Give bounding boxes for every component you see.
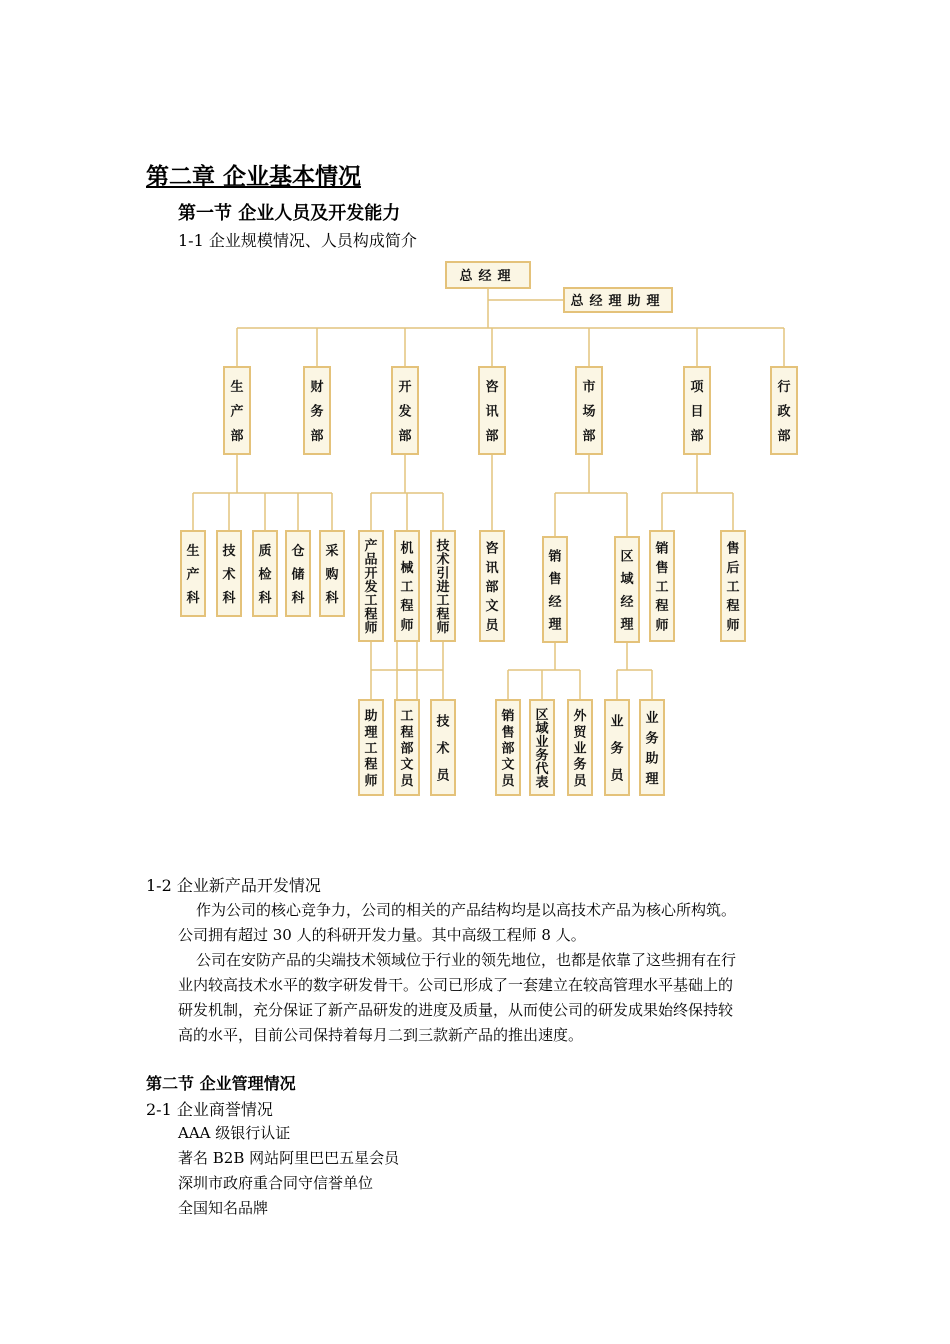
mkt-sub-box-1-label: 区域业务代表 [535,707,549,791]
paragraph-2-line-3: 研发机制，充分保证了新产品研发的进度及质量，从而使公司的研发成果始终保持较 [178,1001,734,1019]
dept-box-2-label: 开发部 [398,380,412,444]
dept-box-0 [224,367,250,454]
proj-unit-box-0-label: 销售工程师 [655,541,669,634]
dev-sub-box-0 [359,700,383,795]
dev-sub-box-1 [395,700,419,795]
dept-box-4-label: 市场部 [582,380,596,444]
chapter-title: 第二章 企业基本情况 [146,164,362,190]
mkt-sub-box-3 [605,700,629,795]
mkt-sub-box-2-label: 外贸业务员 [573,709,587,789]
paragraph-2-line-4: 高的水平，目前公司保持着每月二到三款新产品的推出速度。 [178,1026,584,1044]
reputation-item-4: 全国知名品牌 [178,1199,269,1217]
dev-sub-box-0-label: 助理工程师 [364,709,378,789]
subsection-1-1: 1-1 企业规模情况、人员构成简介 [178,231,417,250]
prod-unit-box-4 [320,531,344,616]
dev-sub-box-1-label: 工程部文员 [400,709,414,789]
gm-box-label: 总经理 [459,269,517,284]
info-unit-box [480,531,504,641]
dept-box-3-label: 咨讯部 [485,380,499,444]
dept-box-0-label: 生产部 [230,380,244,444]
paragraph-2-line-1: 公司在安防产品的尖端技术领域位于行业的领先地位，也都是依靠了这些拥有在行 [196,951,737,969]
dept-box-5 [684,367,710,454]
paragraph-1-line-2: 公司拥有超过 30 人的科研开发力量。其中高级工程师 8 人。 [178,926,586,944]
paragraph-1-line-1: 作为公司的核心竞争力，公司的相关的产品结构均是以高技术产品为核心所构筑。 [196,901,737,919]
prod-unit-box-1 [217,531,241,616]
mkt-unit-box-0 [543,537,567,642]
dev-sub-box-2 [431,700,455,795]
mkt-sub-box-4-label: 业务助理 [645,711,659,787]
dev-unit-box-0 [359,531,383,641]
paragraph-2-line-2: 业内较高技术水平的数字研发骨干。公司已形成了一套建立在较高管理水平基础上的 [178,976,734,994]
dev-unit-box-1 [395,531,419,641]
dept-box-5-label: 项目部 [690,380,704,444]
mkt-unit-box-0-label: 销售经理 [548,549,562,633]
reputation-item-2: 著名 B2B 网站阿里巴巴五星会员 [178,1149,400,1167]
subsection-2-1: 2-1 企业商誉情况 [146,1100,273,1119]
gm-box [446,262,530,288]
dept-box-6-label: 行政部 [777,380,791,444]
section-title-2: 第二节 企业管理情况 [146,1074,296,1093]
mkt-sub-box-0 [496,700,520,795]
dev-unit-box-2-label: 技术引进工程师 [436,538,450,637]
org-chart-boxes [181,262,797,795]
proj-unit-box-0 [650,531,674,641]
subsection-1-2: 1-2 企业新产品开发情况 [146,876,321,895]
gm-assistant-box [564,288,672,312]
mkt-sub-box-2 [568,700,592,795]
dept-box-1 [304,367,330,454]
section-title-1: 第一节 企业人员及开发能力 [178,203,401,224]
dev-unit-box-1-label: 机械工程师 [400,541,414,634]
mkt-unit-box-1 [615,537,639,642]
mkt-sub-box-0-label: 销售部文员 [501,709,515,789]
prod-unit-box-2-label: 质检科 [258,543,272,607]
dev-sub-box-2-label: 技术员 [436,714,450,784]
prod-unit-box-3-label: 仓储科 [291,543,305,607]
reputation-item-1: AAA 级银行认证 [178,1124,291,1142]
dev-unit-box-2 [431,531,455,641]
prod-unit-box-1-label: 技术科 [222,543,236,607]
mkt-sub-box-4 [640,700,664,795]
dept-box-6 [771,367,797,454]
prod-unit-box-2 [253,531,277,616]
proj-unit-box-1 [721,531,745,641]
prod-unit-box-0 [181,531,205,616]
info-unit-box-label: 咨讯部文员 [485,541,499,634]
dept-box-1-label: 财务部 [310,380,324,444]
mkt-sub-box-3-label: 业务员 [610,714,624,784]
prod-unit-box-3 [286,531,310,616]
reputation-item-3: 深圳市政府重合同守信誉单位 [178,1174,374,1192]
dept-box-2 [392,367,418,454]
dept-box-4 [576,367,602,454]
mkt-sub-box-1 [530,700,554,795]
mkt-unit-box-1-label: 区域经理 [620,549,634,633]
gm-assistant-box-label: 总经理助理 [570,294,666,309]
dept-box-3 [479,367,505,454]
dev-unit-box-0-label: 产品开发工程师 [364,538,378,637]
prod-unit-box-0-label: 生产科 [186,543,200,607]
proj-unit-box-1-label: 售后工程师 [726,541,740,634]
prod-unit-box-4-label: 采购科 [325,543,339,607]
